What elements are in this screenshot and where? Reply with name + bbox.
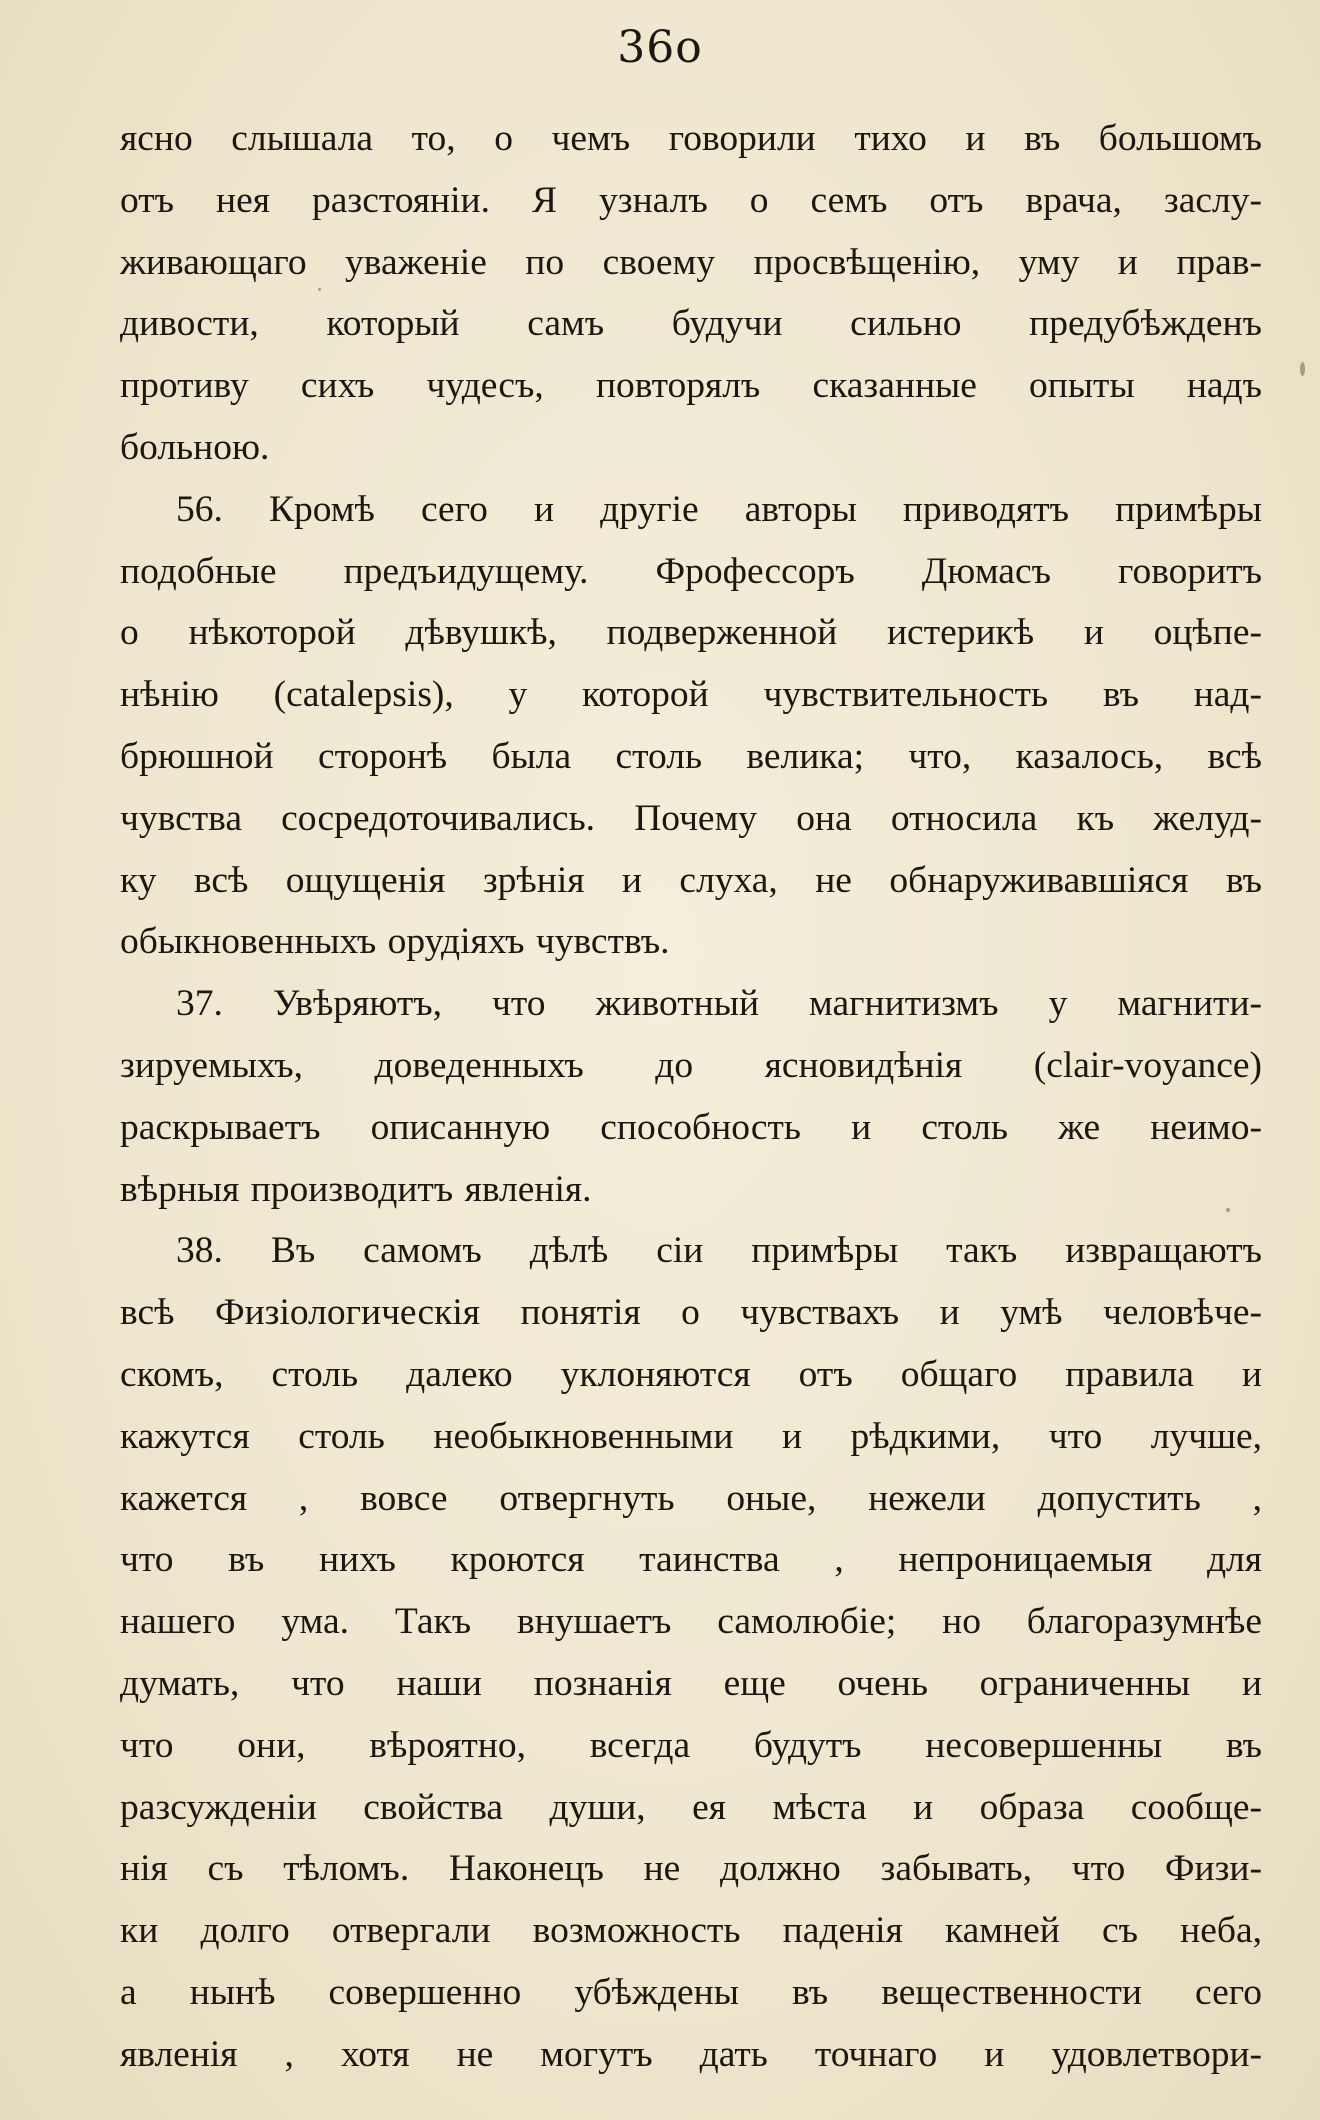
- text-line: противу сихъ чудесъ, повторялъ сказанные опыты надъ: [120, 365, 1262, 407]
- text-line: ки долго отвергали возможность паденія камней съ неба,: [120, 1910, 1262, 1952]
- text-line: думать, что наши познанія еще очень ограниченны и: [120, 1662, 1262, 1704]
- text-line: что они, вѣроятно, всегда будутъ несовершенны въ: [120, 1724, 1262, 1766]
- text-line: кажутся столь необыкновенными и рѣдкими, что лучше,: [120, 1415, 1262, 1457]
- text-line: ку всѣ ощущенія зрѣнія и слуха, не обнаруживавшіяся въ: [120, 859, 1262, 901]
- paragraph-38-start: 38. Въ самомъ дѣлѣ сіи примѣры такъ извращаютъ: [176, 1230, 1262, 1272]
- text-line: подобные предъидущему. Фрофессоръ Дюмасъ говоритъ: [120, 550, 1262, 592]
- paper-speck: [1226, 1208, 1230, 1212]
- page-number: 36о: [617, 22, 703, 73]
- text-line: а нынѣ совершенно убѣждены въ вещественности сего: [120, 1971, 1262, 2013]
- text-line: вѣрныя производитъ явленія.: [120, 1168, 592, 1210]
- text-line: нашего ума. Такъ внушаетъ самолюбіе; но благоразумнѣе: [120, 1601, 1262, 1643]
- page-text: [120, 108, 1262, 2086]
- text-line: скомъ, столь далеко уклоняются отъ общаго правила и: [120, 1353, 1262, 1395]
- text-line: чувства сосредоточивались. Почему она относила къ желуд-: [120, 797, 1262, 839]
- text-line: больною.: [120, 426, 270, 468]
- text-line: ясно слышала то, о чемъ говорили тихо и въ большомъ: [120, 118, 1262, 159]
- text-line: обыкновенныхъ орудіяхъ чувствъ.: [120, 921, 670, 963]
- text-line: что въ нихъ кроются таинства , непроницаемыя для: [120, 1539, 1262, 1581]
- text-line: явленія , хотя не могутъ дать точнаго и удовлетвори-: [120, 2033, 1262, 2075]
- text-line: нѣнію (catalepsis), у которой чувствительность въ над-: [120, 674, 1262, 716]
- text-line: разсужденіи свойства души, ея мѣста и образа сообще-: [120, 1786, 1262, 1828]
- text-line: живающаго уваженіе по своему просвѣщенію, уму и прав-: [120, 241, 1262, 283]
- paper-speck: [1300, 362, 1305, 376]
- text-line: брюшной сторонѣ была столь велика; что, казалось, всѣ: [120, 735, 1262, 777]
- text-line: нія съ тѣломъ. Наконецъ не должно забывать, что Физи-: [120, 1848, 1262, 1890]
- text-line: всѣ Физіологическія понятія о чувствахъ и умѣ человѣче-: [120, 1292, 1262, 1334]
- text-line: зируемыхъ, доведенныхъ до ясновидѣнія (clair-voyance): [120, 1044, 1262, 1086]
- text-line: отъ нея разстояніи. Я узналъ о семъ отъ врача, заслу-: [120, 179, 1262, 221]
- paragraph-56-start: 56. Кромѣ сего и другіе авторы приводятъ примѣры: [176, 488, 1262, 530]
- text-line: кажется , вовсе отвергнуть оные, нежели допустить ,: [120, 1477, 1262, 1519]
- text-line: о нѣкоторой дѣвушкѣ, подверженной истерикѣ и оцѣпе-: [120, 612, 1262, 654]
- paper-speck: [318, 288, 321, 291]
- text-line: раскрываетъ описанную способность и столь же неимо-: [120, 1106, 1262, 1148]
- text-line: дивости, который самъ будучи сильно предубѣжденъ: [120, 303, 1262, 345]
- paragraph-37-start: 37. Увѣряютъ, что животный магнитизмъ у магнити-: [176, 983, 1262, 1025]
